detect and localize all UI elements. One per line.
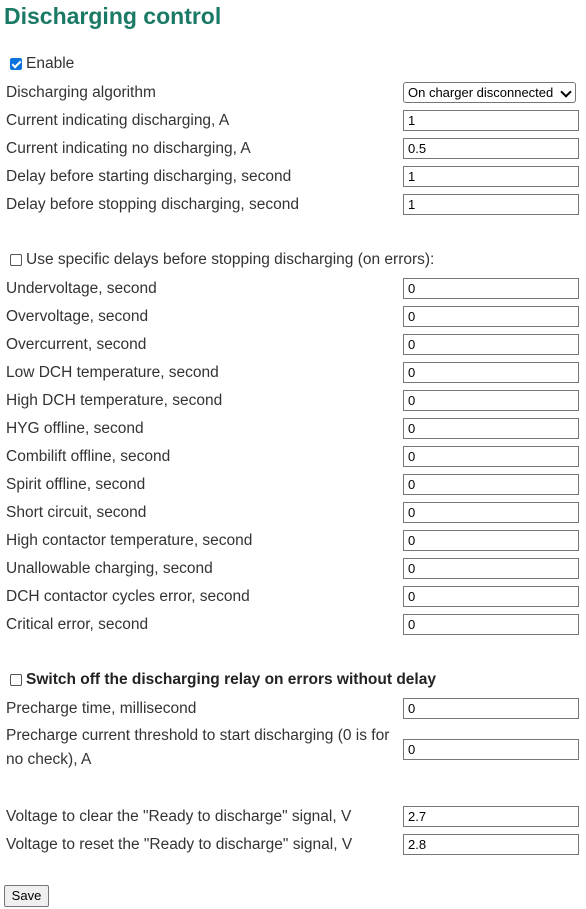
algorithm-select[interactable] [403,82,576,103]
error-delay-row [0,415,586,443]
setting-row [0,107,586,135]
error-delay-label: Unallowable charging, second [6,560,213,577]
error-delay-row [0,387,586,415]
setting-row [0,163,586,191]
setting-label: Current indicating no discharging, A [6,140,251,157]
error-delay-label: Low DCH temperature, second [6,364,219,381]
error-delay-label: Critical error, second [6,616,149,633]
setting-row [0,135,586,163]
save-button[interactable]: Save [4,885,49,907]
combilift-offline-input[interactable]: 0 [403,446,579,467]
specific-delays-checkbox[interactable] [10,254,22,266]
voltage-reset-input[interactable]: 2.8 [403,834,579,855]
precharge-threshold-label: Precharge current threshold to start discharging (0 is for no check), A [6,727,390,768]
error-delay-label: High DCH temperature, second [6,392,223,409]
error-delay-row [0,275,586,303]
error-delay-row [0,331,586,359]
error-delay-row [0,527,586,555]
error-delay-row [0,471,586,499]
specific-delays-label: Use specific delays before stopping discharging (on errors): [26,251,435,268]
critical-error-input[interactable]: 0 [403,614,579,635]
error-delay-label: Spirit offline, second [6,476,146,493]
spirit-offline-input[interactable]: 0 [403,474,579,495]
voltage-reset-row [0,831,586,859]
algorithm-select-value: On charger disconnected [408,85,554,100]
voltage-reset-label: Voltage to reset the "Ready to discharge" signal, V [6,836,353,853]
overcurrent-input[interactable]: 0 [403,334,579,355]
setting-label: Delay before stopping discharging, second [6,196,299,213]
error-delay-label: Overvoltage, second [6,308,149,325]
switch-off-label: Switch off the discharging relay on errors without delay [26,671,436,688]
overvoltage-input[interactable]: 0 [403,306,579,327]
voltage-clear-input[interactable]: 2.7 [403,806,579,827]
error-delay-row [0,443,586,471]
algorithm-label: Discharging algorithm [6,84,156,101]
setting-label: Delay before starting discharging, second [6,168,292,185]
delay-stop-input[interactable]: 1 [403,194,579,215]
error-delay-label: Short circuit, second [6,504,147,521]
error-delay-label: Overcurrent, second [6,336,147,353]
error-delay-row [0,611,586,639]
low-dch-temperature-input[interactable]: 0 [403,362,579,383]
delay-start-input[interactable]: 1 [403,166,579,187]
error-delay-row [0,303,586,331]
enable-checkbox[interactable] [10,58,22,70]
precharge-time-row [0,695,586,723]
current-no-discharging-input[interactable]: 0.5 [403,138,579,159]
specific-delays-row [0,247,586,275]
error-delay-label: Undervoltage, second [6,280,157,297]
switch-off-checkbox[interactable] [10,674,22,686]
algorithm-row [0,79,586,107]
chevron-down-icon [560,86,571,97]
voltage-clear-row [0,803,586,831]
enable-label: Enable [26,55,75,72]
high-contactor-temperature-input[interactable]: 0 [403,530,579,551]
high-dch-temperature-input[interactable]: 0 [403,390,579,411]
page-title: Discharging control [4,3,222,29]
error-delay-row [0,359,586,387]
precharge-time-label: Precharge time, millisecond [6,700,197,717]
error-delay-label: HYG offline, second [6,420,144,437]
setting-row [0,191,586,219]
switch-off-row [0,667,586,695]
unallowable-charging-input[interactable]: 0 [403,558,579,579]
error-delay-row [0,499,586,527]
short-circuit-input[interactable]: 0 [403,502,579,523]
dch-contactor-cycles-input[interactable]: 0 [403,586,579,607]
precharge-threshold-input[interactable]: 0 [403,739,579,760]
enable-row [0,51,586,79]
error-delay-row [0,555,586,583]
error-delay-label: DCH contactor cycles error, second [6,588,250,605]
error-delay-row [0,583,586,611]
voltage-clear-label: Voltage to clear the "Ready to discharge" signal, V [6,808,352,825]
error-delay-label: High contactor temperature, second [6,532,253,549]
error-delay-label: Combilift offline, second [6,448,171,465]
current-discharging-input[interactable]: 1 [403,110,579,131]
hyg-offline-input[interactable]: 0 [403,418,579,439]
setting-label: Current indicating discharging, A [6,112,230,129]
precharge-threshold-row [0,724,586,772]
precharge-time-input[interactable]: 0 [403,698,579,719]
undervoltage-input[interactable]: 0 [403,278,579,299]
